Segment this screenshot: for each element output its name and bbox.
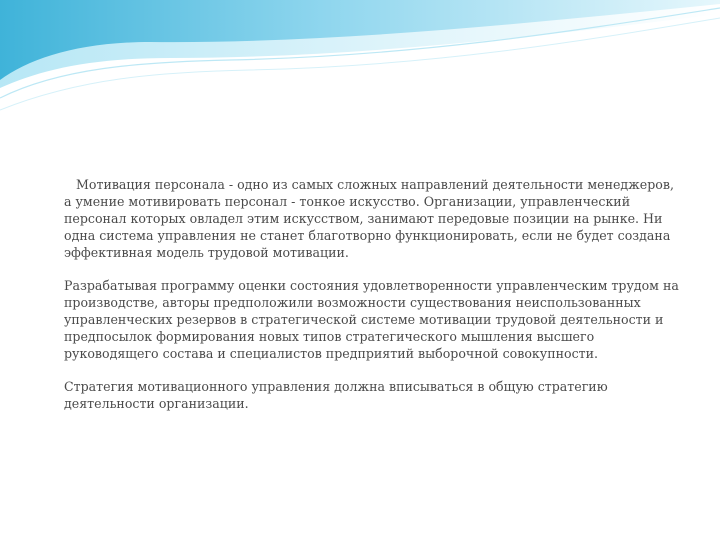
paragraph-3: Стратегия мотивационного управления должна вписываться в общую стратегию деятельности организации. — [64, 379, 608, 411]
paragraph-2: Разрабатывая программу оценки состояния удовлетворенности управленческим трудом на производстве, авторы предположили возможности существования неиспользованных управленческих резервов в стратегической системе мотивации трудовой деятельности и предпосылок формирования новых типов стратегического мышления высшего руководящего состава и специалистов предприятий выборочной совокупности. — [64, 278, 679, 361]
body-text — [64, 176, 684, 428]
decorative-wave-header — [0, 0, 720, 130]
paragraph-1: Мотивация персонала - одно из самых сложных направлений деятельности менеджеров, а умение мотивировать персонал - тонкое искусство. Организации, управленческий персонал которых овладел этим искусством, занимают передовые позиции на рынке. Ни одна система управления не станет благотворно функционировать, если не будет создана эффективная модель трудовой мотивации. — [64, 177, 674, 260]
